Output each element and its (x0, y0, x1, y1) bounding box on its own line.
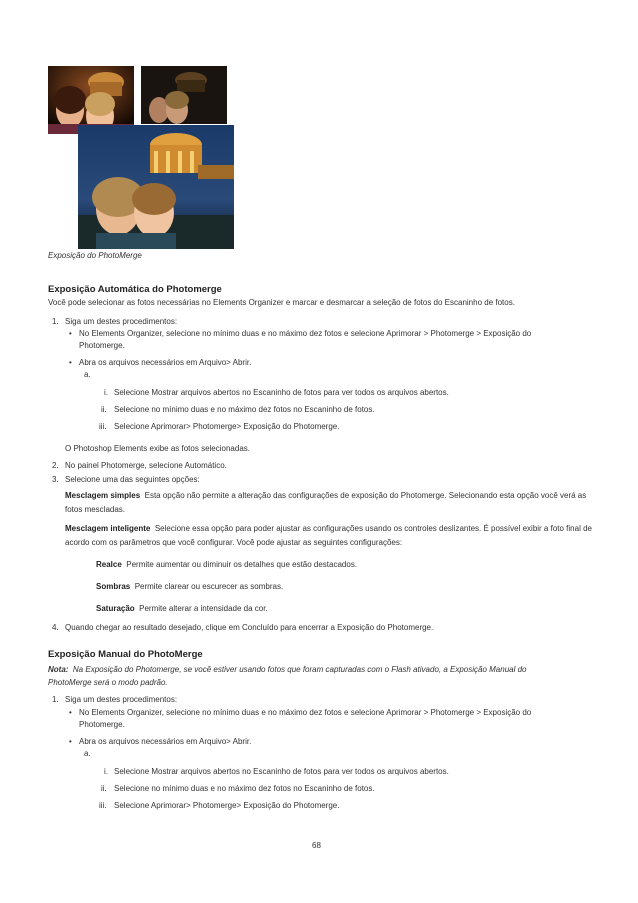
photo-noflash-small (141, 66, 227, 124)
sub-letter: a. (84, 749, 91, 758)
bullet-item (79, 736, 251, 748)
step-number: 1. (52, 695, 59, 704)
step-text: Selecione uma das seguintes opções: (65, 475, 200, 484)
bullet-item (79, 328, 531, 340)
setting-label: Saturação (96, 604, 135, 613)
figure-caption: Exposição do PhotoMerge (48, 251, 142, 260)
step-number: 3. (52, 475, 59, 484)
option-label: Mesclagem simples (65, 491, 141, 500)
note-continuation: PhotoMerge será o modo padrão. (48, 678, 168, 687)
bullet-continuation: Photomerge. (79, 720, 125, 729)
step-text: Quando chegar ao resultado desejado, clique em Concluído para encerrar a Exposição do Photomerge. (65, 623, 434, 632)
bullet-continuation: Photomerge. (79, 341, 125, 350)
bullet-item (79, 707, 531, 719)
setting-text: Permite alterar a intensidade da cor. (139, 604, 268, 613)
step-number: 1. (52, 317, 59, 326)
roman-number: iii. (99, 422, 107, 431)
note (48, 664, 527, 676)
photo-flash-small (48, 66, 134, 134)
bullet-text: Abra os arquivos necessários em Arquivo> Abrir. (79, 737, 252, 746)
section-heading-manual: Exposição Manual do PhotoMerge (48, 649, 203, 660)
option-smart (65, 522, 605, 550)
setting-sombras (96, 581, 283, 593)
section-intro: Você pode selecionar as fotos necessárias no Elements Organizer e marcar e desmarcar a seleção de fotos do Escaninho de fotos. (48, 298, 515, 307)
bullet-text: Abra os arquivos necessários em Arquivo> Abrir. (79, 358, 252, 367)
setting-label: Realce (96, 560, 122, 569)
result-text: O Photoshop Elements exibe as fotos selecionadas. (65, 444, 250, 453)
roman-text: Selecione Aprimorar> Photomerge> Exposição do Photomerge. (114, 801, 340, 810)
setting-label: Sombras (96, 582, 131, 591)
setting-text: Permite clarear ou escurecer as sombras. (134, 582, 284, 591)
option-text: Esta opção não permite a alteração das configurações de exposição do Photomerge. Selecionando esta opção você verá as fotos mescladas. (65, 491, 587, 514)
setting-saturacao (96, 603, 268, 615)
roman-number: ii. (101, 405, 107, 414)
roman-text: Selecione no mínimo duas e no máximo dez fotos no Escaninho de fotos. (114, 784, 375, 793)
note-label: Nota: (48, 665, 69, 674)
step-text: Siga um destes procedimentos: (65, 695, 178, 704)
step-text: Siga um destes procedimentos: (65, 317, 178, 326)
setting-text: Permite aumentar ou diminuir os detalhes que estão destacados. (126, 560, 358, 569)
bullet-text: No Elements Organizer, selecione no mínimo duas e no máximo dez fotos e selecione Aprimorar > Photomerge > Exposição do (79, 708, 532, 717)
setting-realce (96, 559, 357, 571)
page-number: 68 (312, 841, 321, 850)
option-text: Selecione essa opção para poder ajustar as configurações usando os controles deslizantes. É possível exibir a foto final de acordo com os parâmetros que você configurar. Você pode ajustar as seguintes configurações: (65, 524, 592, 547)
roman-number: i. (104, 388, 108, 397)
sub-letter: a. (84, 370, 91, 379)
roman-number: ii. (101, 784, 107, 793)
bullet-item (79, 357, 251, 369)
roman-number: i. (104, 767, 108, 776)
section-heading-auto: Exposição Automática do Photomerge (48, 284, 222, 295)
roman-number: iii. (99, 801, 107, 810)
photo-merged-result (78, 125, 234, 249)
step-text: No painel Photomerge, selecione Automático. (65, 461, 227, 470)
option-label: Mesclagem inteligente (65, 524, 151, 533)
step-number: 2. (52, 461, 59, 470)
option-simple (65, 489, 605, 517)
note-text: Na Exposição do Photomerge, se você estiver usando fotos que foram capturadas com o Flash ativado, a Exposição Manual do (72, 665, 527, 674)
bullet-text: No Elements Organizer, selecione no mínimo duas e no máximo dez fotos e selecione Aprimorar > Photomerge > Exposição do (79, 329, 532, 338)
step-number: 4. (52, 623, 59, 632)
roman-text: Selecione Mostrar arquivos abertos no Escaninho de fotos para ver todos os arquivos abertos. (114, 388, 449, 397)
roman-text: Selecione no mínimo duas e no máximo dez fotos no Escaninho de fotos. (114, 405, 375, 414)
roman-text: Selecione Aprimorar> Photomerge> Exposição do Photomerge. (114, 422, 340, 431)
roman-text: Selecione Mostrar arquivos abertos no Escaninho de fotos para ver todos os arquivos abertos. (114, 767, 449, 776)
